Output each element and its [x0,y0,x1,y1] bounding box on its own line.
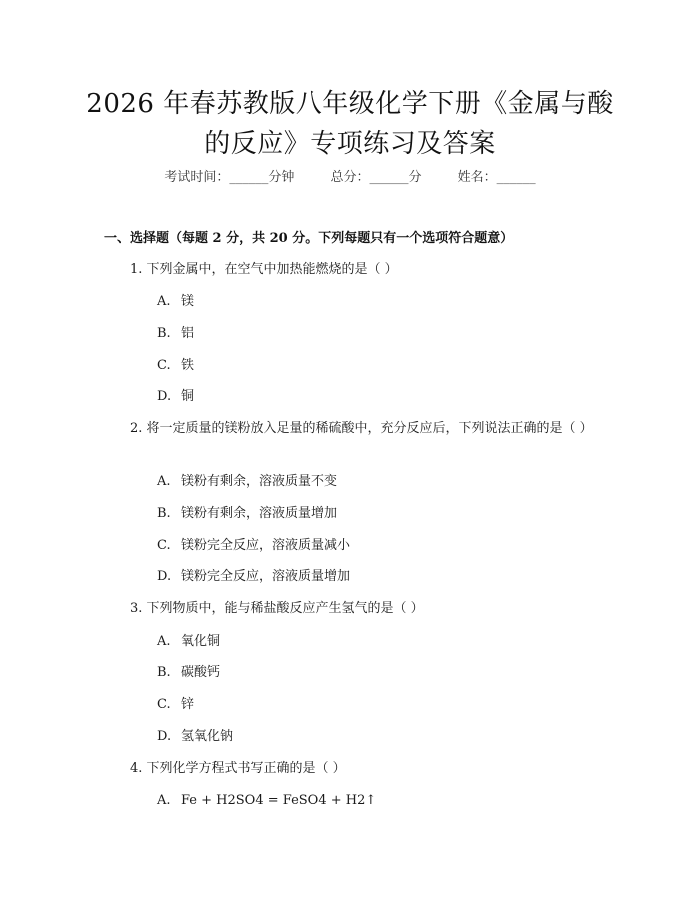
title-line-2: 的反应》专项练习及答案 [204,129,496,159]
option-text: 锌 [181,697,195,712]
title-line-1: 2026 年春苏教版八年级化学下册《金属与酸 [86,89,614,119]
question-2-option-c [157,536,350,556]
option-text: 铝 [181,326,195,341]
option-text: 铜 [181,389,195,404]
option-letter: C. [157,358,171,373]
option-letter: D. [157,569,172,584]
question-3-stem: 3. 下列物质中，能与稀盐酸反应产生氢气的是（ ） [130,601,424,616]
option-text: 氧化铜 [181,634,221,649]
question-3-option-a [157,632,220,652]
question-2-option-d [157,567,350,587]
option-text: 镁粉有剩余，溶液质量增加 [181,506,338,521]
option-letter: D. [157,389,172,404]
exam-meta [0,168,700,188]
option-letter: B. [157,665,171,680]
question-4-option-a [157,791,376,811]
question-4-stem: 4. 下列化学方程式书写正确的是（ ） [130,761,346,776]
question-1-option-d [157,387,194,407]
option-text: 镁粉完全反应，溶液质量减小 [181,538,351,553]
question-1-option-c [157,356,194,376]
option-letter: B. [157,326,171,341]
section-heading: 一、选择题（每题 2 分，共 20 分。下列每题只有一个选项符合题意） [104,231,514,246]
option-letter: A. [157,634,171,649]
option-text: 铁 [181,358,195,373]
option-text: 镁粉完全反应，溶液质量增加 [181,569,351,584]
option-letter: D. [157,729,172,744]
document-title [60,84,640,164]
question-2-option-b [157,504,337,524]
question-2-option-a [157,472,337,492]
option-text: Fe + H2SO4 = FeSO4 + H2↑ [181,793,377,808]
question-3-option-d [157,727,233,747]
option-letter: A. [157,294,171,309]
option-text: 镁 [181,294,195,309]
question-1-stem: 1. 下列金属中，在空气中加热能燃烧的是（ ） [130,262,398,277]
question-3-option-b [157,663,220,683]
option-letter: B. [157,506,171,521]
exam-name: 姓名：______ [457,170,536,185]
option-letter: C. [157,697,171,712]
exam-time: 考试时间：______分钟 [164,170,295,185]
question-2-stem: 2. 将一定质量的镁粉放入足量的稀硫酸中，充分反应后，下列说法正确的是（ ） [130,421,593,436]
option-letter: A. [157,793,171,808]
option-letter: C. [157,538,171,553]
exam-score: 总分：______分 [330,170,422,185]
question-1-option-a [157,292,194,312]
option-text: 氢氧化钠 [181,729,234,744]
option-text: 镁粉有剩余，溶液质量不变 [181,474,338,489]
question-1-option-b [157,324,194,344]
option-text: 碳酸钙 [181,665,221,680]
option-letter: A. [157,474,171,489]
question-3-option-c [157,695,194,715]
